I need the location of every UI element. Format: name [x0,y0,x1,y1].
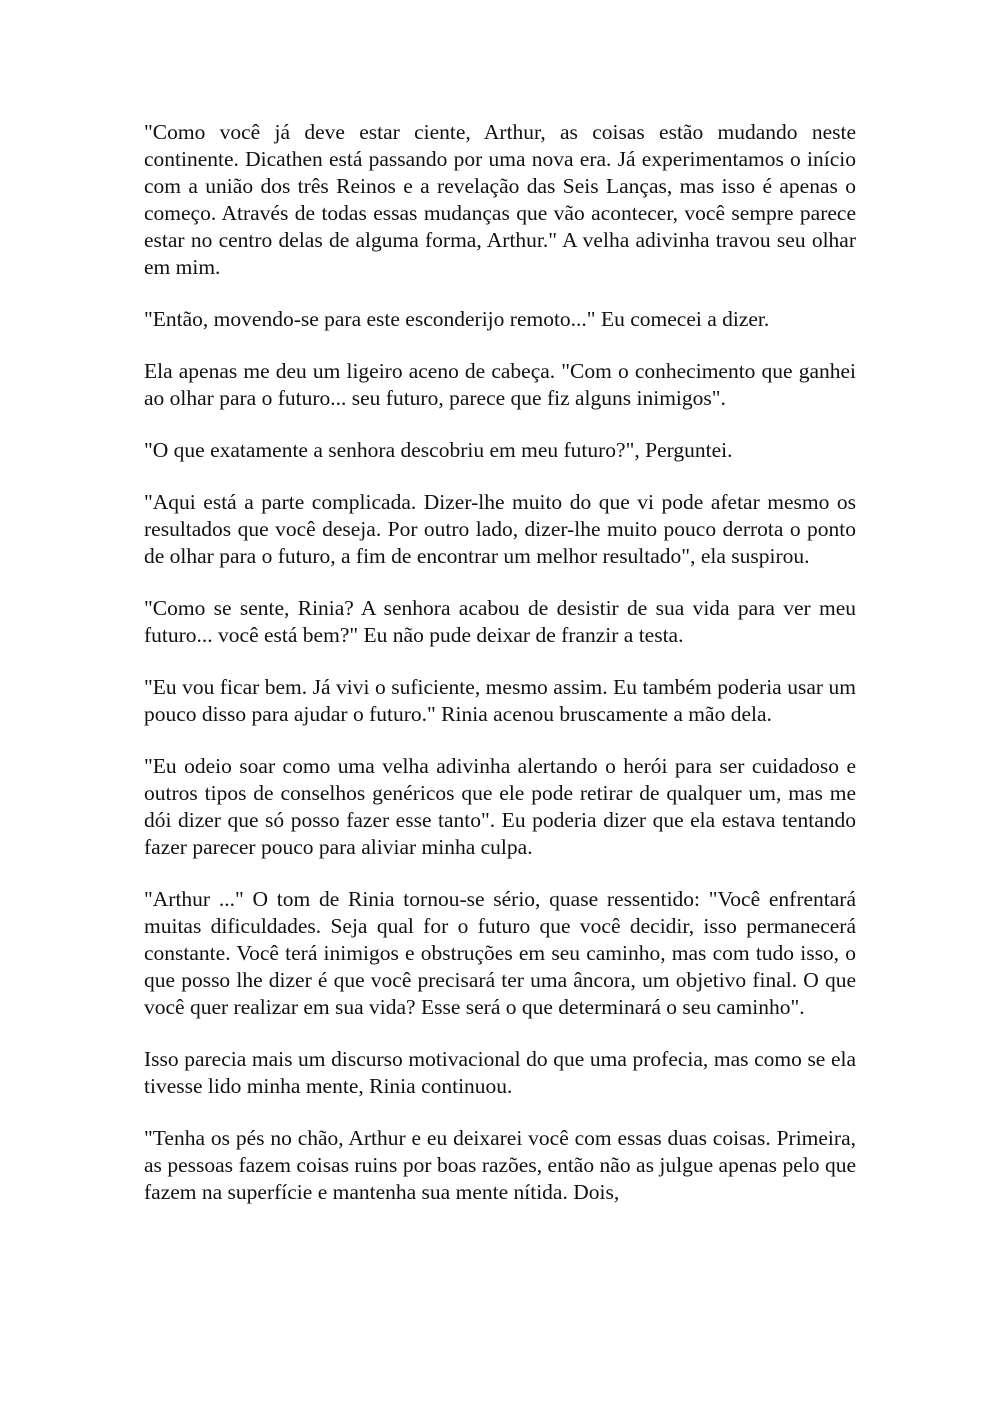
paragraph: "Aqui está a parte complicada. Dizer-lhe muito do que vi pode afetar mesmo os resultados que você deseja. Por outro lado, dizer-lhe muito pouco derrota o ponto de olhar para o futuro, a fim de encontrar um melhor resultado", ela suspirou. [144,490,856,568]
paragraph: "Como você já deve estar ciente, Arthur, as coisas estão mudando neste continente. Dicathen está passando por uma nova era. Já experimentamos o início com a união dos três Reinos e a revelação das Seis Lanças, mas isso é apenas o começo. Através de todas essas mudanças que vão acontecer, você sempre parece estar no centro delas de alguma forma, Arthur." A velha adivinha travou seu olhar em mim. [144,120,856,279]
paragraph: Isso parecia mais um discurso motivacional do que uma profecia, mas como se ela tivesse lido minha mente, Rinia continuou. [144,1047,856,1098]
paragraph: "Como se sente, Rinia? A senhora acabou de desistir de sua vida para ver meu futuro... você está bem?" Eu não pude deixar de franzir a testa. [144,596,856,647]
paragraph: "Eu vou ficar bem. Já vivi o suficiente, mesmo assim. Eu também poderia usar um pouco disso para ajudar o futuro." Rinia acenou bruscamente a mão dela. [144,675,856,726]
paragraph: "Tenha os pés no chão, Arthur e eu deixarei você com essas duas coisas. Primeira, as pessoas fazem coisas ruins por boas razões, então não as julgue apenas pelo que fazem na superfície e mantenha sua mente nítida. Dois, [144,1126,856,1204]
paragraph: Ela apenas me deu um ligeiro aceno de cabeça. "Com o conhecimento que ganhei ao olhar para o futuro... seu futuro, parece que fiz alguns inimigos". [144,359,856,410]
paragraph: "Então, movendo-se para este esconderijo remoto..." Eu comecei a dizer. [144,307,770,331]
paragraph: "Arthur ..." O tom de Rinia tornou-se sério, quase ressentido: "Você enfrentará muitas dificuldades. Seja qual for o futuro que você decidir, isso permanecerá constante. Você terá inimigos e obstruções em seu caminho, mas com tudo isso, o que posso lhe dizer é que você precisará ter uma âncora, um objetivo final. O que você quer realizar em sua vida? Esse será o que determinará o seu caminho". [144,887,856,1019]
paragraph: "O que exatamente a senhora descobriu em meu futuro?", Perguntei. [144,438,733,462]
paragraph: "Eu odeio soar como uma velha adivinha alertando o herói para ser cuidadoso e outros tipos de conselhos genéricos que ele pode retirar de qualquer um, mas me dói dizer que só posso fazer esse tanto". Eu poderia dizer que ela estava tentando fazer parecer pouco para aliviar minha culpa. [144,754,856,859]
document-page [144,119,856,1206]
